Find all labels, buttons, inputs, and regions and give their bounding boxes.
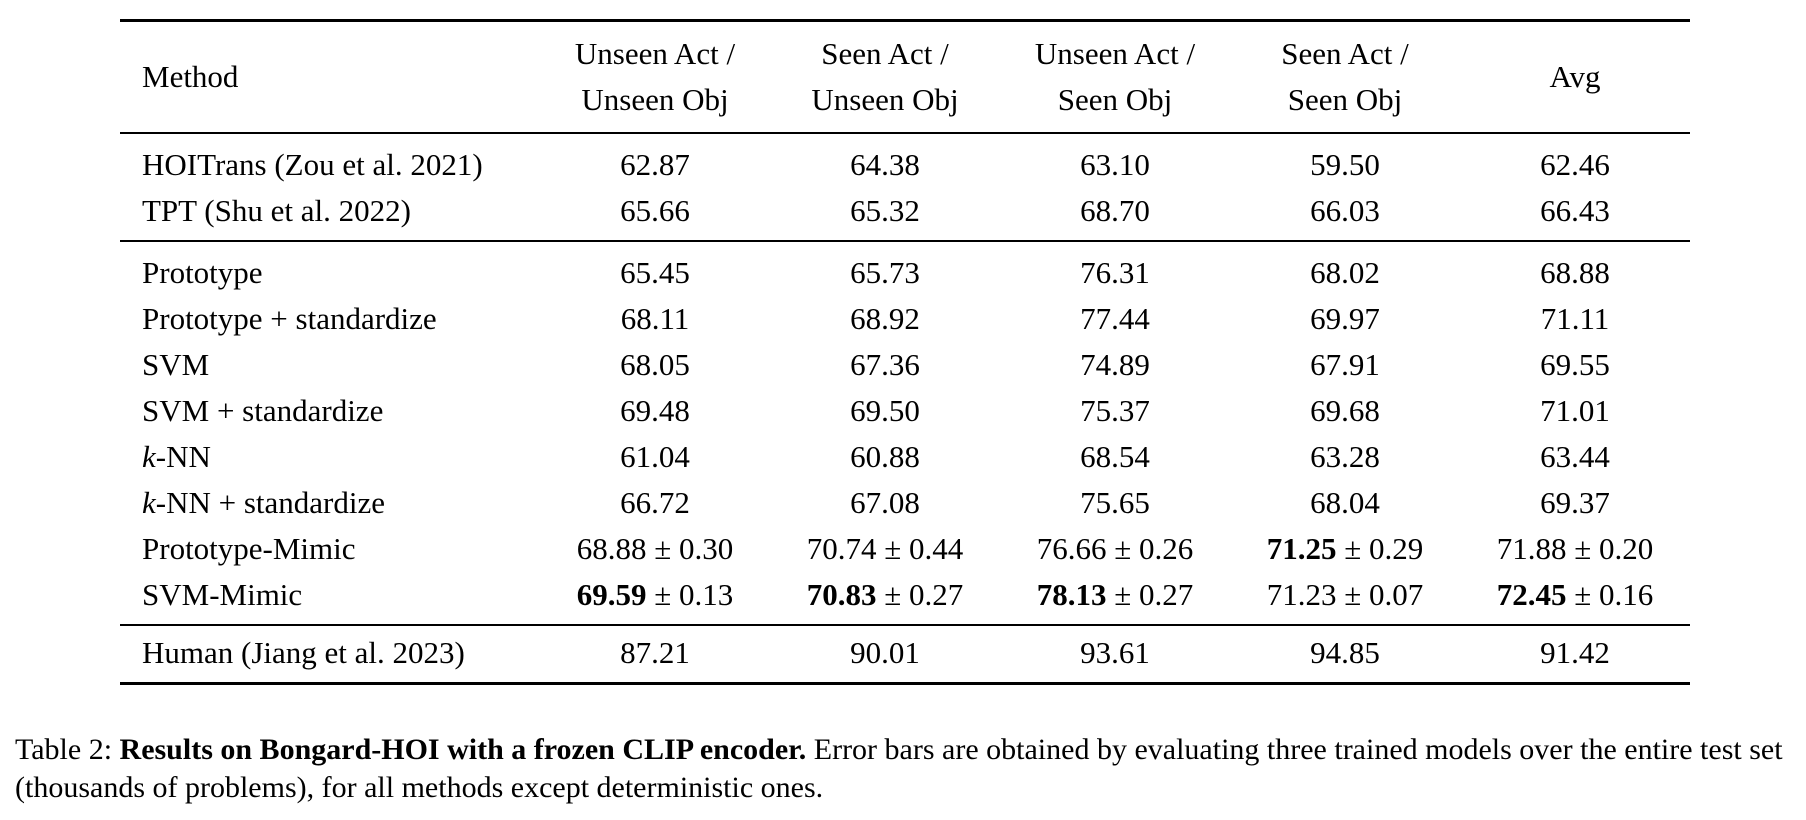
method-cell: [120, 480, 540, 526]
mean-value: 71.25: [1266, 530, 1337, 566]
header-line: Seen Act /: [821, 35, 949, 71]
caption-text: Error bars are obtained by evaluating three trained models over the entire test set (thousands of problems), for all methods except deterministic ones.: [15, 733, 1783, 804]
method-cell: HOITrans (Zou et al. 2021): [142, 146, 483, 182]
k-symbol: k: [142, 484, 156, 520]
method-name: -NN + standardize: [155, 484, 385, 520]
table-row: [120, 296, 1690, 342]
value-cell: 69.50: [850, 392, 920, 428]
error-value: ± 0.26: [1114, 530, 1194, 566]
value-cell: 69.97: [1310, 300, 1380, 336]
value-cell: [1460, 572, 1690, 625]
value-cell: [1230, 572, 1460, 625]
error-value: ± 0.20: [1574, 530, 1654, 566]
value-cell: 65.45: [620, 254, 690, 290]
value-cell: 63.10: [1080, 146, 1150, 182]
value-cell: 75.37: [1080, 392, 1150, 428]
table-row: [120, 480, 1690, 526]
value-cell: 67.91: [1310, 346, 1380, 382]
header-avg: Avg: [1549, 58, 1601, 94]
method-cell: Prototype: [142, 254, 263, 290]
value-cell: 60.88: [850, 438, 920, 474]
value-cell: 66.43: [1540, 192, 1610, 228]
human-group: [120, 625, 1690, 684]
header-line: Seen Obj: [1287, 81, 1403, 117]
k-symbol: k: [142, 438, 156, 474]
mean-value: 78.13: [1036, 576, 1107, 612]
header-line: Seen Act /: [1281, 35, 1409, 71]
mean-value: 71.88: [1496, 530, 1567, 566]
caption-label: Table 2:: [15, 733, 113, 766]
table-row: [120, 342, 1690, 388]
table-row: [120, 434, 1690, 480]
methods-group: [120, 241, 1690, 625]
results-table: [120, 19, 1690, 685]
method-cell: Prototype-Mimic: [142, 530, 356, 566]
value-cell: 64.38: [850, 146, 920, 182]
method-name: -NN: [155, 438, 211, 474]
value-cell: 65.73: [850, 254, 920, 290]
table-row: [120, 133, 1690, 188]
method-cell: TPT (Shu et al. 2022): [142, 192, 411, 228]
header-line: Seen Obj: [1057, 81, 1173, 117]
header-unseen-act-unseen-obj: [540, 21, 770, 133]
value-cell: 68.70: [1080, 192, 1150, 228]
value-cell: 61.04: [620, 438, 690, 474]
value-cell: 77.44: [1080, 300, 1150, 336]
results-table-container: [120, 19, 1690, 685]
table-row: [120, 572, 1690, 625]
value-cell: 90.01: [850, 634, 920, 670]
header-line: Unseen Obj: [811, 81, 959, 117]
value-cell: 91.42: [1540, 634, 1610, 670]
caption-title: Results on Bongard-HOI with a frozen CLIP encoder.: [119, 733, 807, 766]
error-value: ± 0.07: [1344, 576, 1424, 612]
header-method: Method: [142, 58, 239, 94]
value-cell: [540, 526, 770, 572]
value-cell: 68.92: [850, 300, 920, 336]
method-cell: Prototype + standardize: [142, 300, 437, 336]
mean-value: 70.83: [806, 576, 877, 612]
value-cell: 94.85: [1310, 634, 1380, 670]
value-cell: 68.88: [1540, 254, 1610, 290]
table-row: [120, 625, 1690, 684]
header-line: Unseen Act /: [1034, 35, 1196, 71]
value-cell: 93.61: [1080, 634, 1150, 670]
value-cell: 71.11: [1540, 300, 1610, 336]
value-cell: [1000, 526, 1230, 572]
value-cell: 67.36: [850, 346, 920, 382]
error-value: ± 0.27: [884, 576, 964, 612]
error-value: ± 0.30: [654, 530, 734, 566]
value-cell: 63.44: [1540, 438, 1610, 474]
method-cell: Human (Jiang et al. 2023): [142, 634, 465, 670]
value-cell: 66.03: [1310, 192, 1380, 228]
method-cell: SVM: [142, 346, 210, 382]
value-cell: 59.50: [1310, 146, 1380, 182]
value-cell: 67.08: [850, 484, 920, 520]
error-value: ± 0.29: [1344, 530, 1424, 566]
value-cell: [1000, 572, 1230, 625]
header-seen-act-unseen-obj: [770, 21, 1000, 133]
table-header: [120, 21, 1690, 133]
header-row: [120, 21, 1690, 133]
mean-value: 70.74: [806, 530, 877, 566]
method-cell: SVM + standardize: [142, 392, 384, 428]
value-cell: [1230, 526, 1460, 572]
value-cell: 87.21: [620, 634, 690, 670]
value-cell: 68.54: [1080, 438, 1150, 474]
value-cell: [1460, 526, 1690, 572]
value-cell: 66.72: [620, 484, 690, 520]
value-cell: 69.48: [620, 392, 690, 428]
header-line: Unseen Obj: [581, 81, 729, 117]
header-line: Unseen Act /: [574, 35, 736, 71]
error-value: ± 0.16: [1574, 576, 1654, 612]
table-row: [120, 188, 1690, 241]
value-cell: 62.46: [1540, 146, 1610, 182]
value-cell: 69.68: [1310, 392, 1380, 428]
method-cell: [120, 434, 540, 480]
value-cell: 68.02: [1310, 254, 1380, 290]
error-value: ± 0.44: [884, 530, 964, 566]
value-cell: 69.37: [1540, 484, 1610, 520]
error-value: ± 0.27: [1114, 576, 1194, 612]
value-cell: 65.66: [620, 192, 690, 228]
value-cell: 65.32: [850, 192, 920, 228]
table-row: [120, 388, 1690, 434]
value-cell: 74.89: [1080, 346, 1150, 382]
value-cell: 68.11: [620, 300, 690, 336]
value-cell: 63.28: [1310, 438, 1380, 474]
value-cell: 71.01: [1540, 392, 1610, 428]
method-cell: SVM-Mimic: [142, 576, 303, 612]
value-cell: 75.65: [1080, 484, 1150, 520]
mean-value: 71.23: [1266, 576, 1337, 612]
value-cell: [770, 572, 1000, 625]
header-seen-act-seen-obj: [1230, 21, 1460, 133]
value-cell: 68.04: [1310, 484, 1380, 520]
value-cell: 62.87: [620, 146, 690, 182]
header-unseen-act-seen-obj: [1000, 21, 1230, 133]
mean-value: 69.59: [576, 576, 647, 612]
value-cell: 69.55: [1540, 346, 1610, 382]
mean-value: 72.45: [1496, 576, 1567, 612]
table-caption: [15, 731, 1800, 807]
baseline-group: [120, 133, 1690, 241]
value-cell: 76.31: [1080, 254, 1150, 290]
mean-value: 76.66: [1036, 530, 1107, 566]
value-cell: [540, 572, 770, 625]
mean-value: 68.88: [576, 530, 647, 566]
table-row: [120, 241, 1690, 296]
value-cell: 68.05: [620, 346, 690, 382]
table-row: [120, 526, 1690, 572]
value-cell: [770, 526, 1000, 572]
error-value: ± 0.13: [654, 576, 734, 612]
